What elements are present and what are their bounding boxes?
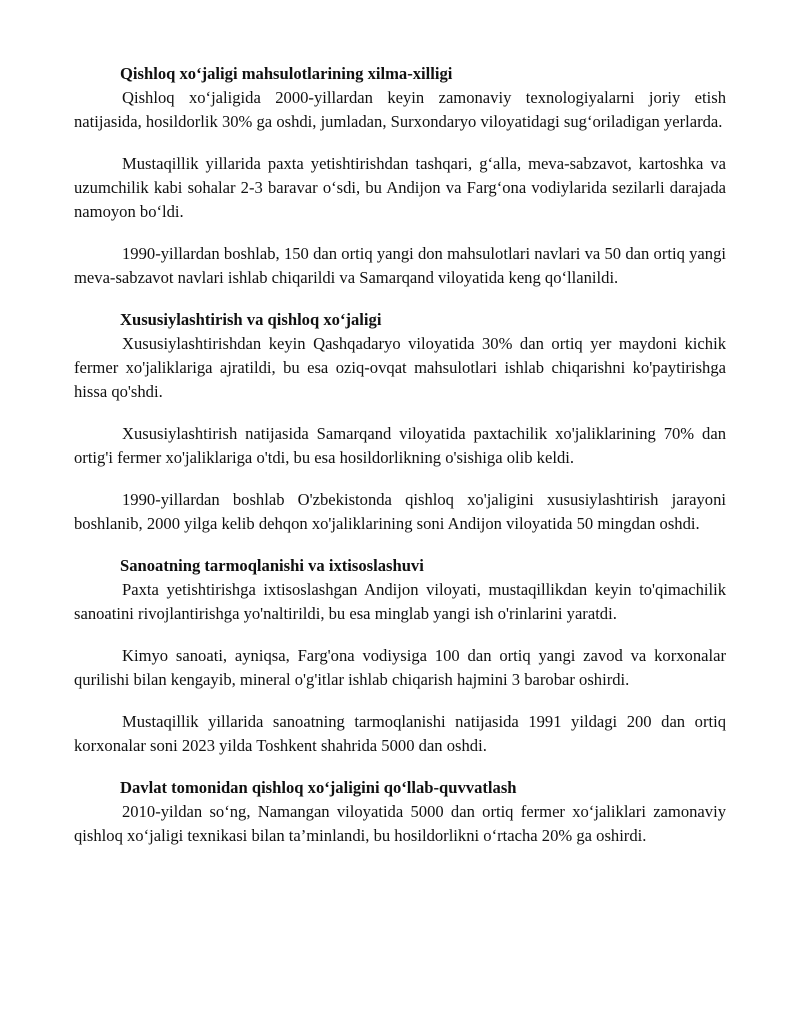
section-industry-specialization <box>74 554 726 758</box>
paragraph: 1990-yillardan boshlab O'zbekistonda qishloq xo'jaligini xususiylashtirish jarayoni boshlanib, 2000 yilga kelib dehqon xo'jaliklarining soni Andijon viloyatida 50 mingdan oshdi. <box>74 490 726 533</box>
paragraph: Kimyo sanoati, ayniqsa, Farg'ona vodiysiga 100 dan ortiq yangi zavod va korxonalar qurilishi bilan kengayib, mineral o'g'itlar ishlab chiqarish hajmini 3 barobar oshirdi. <box>74 646 726 689</box>
section-heading: Qishloq xo‘jaligi mahsulotlarining xilma-xilligi <box>120 64 453 83</box>
section-heading: Xususiylashtirish va qishloq xo‘jaligi <box>120 310 382 329</box>
paragraph: Paxta yetishtirishga ixtisoslashgan Andijon viloyati, mustaqillikdan keyin to'qimachilik sanoatini rivojlantirishga yo'naltirildi, bu esa minglab yangi ish o'rinlarini yaratdi. <box>74 580 726 623</box>
paragraph: Qishloq xo‘jaligida 2000-yillardan keyin zamonaviy texnologiyalarni joriy etish natijasida, hosildorlik 30% ga oshdi, jumladan, Surxondaryo viloyatidagi sug‘oriladigan yerlarda. <box>74 88 726 131</box>
section-privatization <box>74 308 726 536</box>
paragraph: 1990-yillardan boshlab, 150 dan ortiq yangi don mahsulotlari navlari va 50 dan ortiq yangi meva-sabzavot navlari ishlab chiqarildi va Samarqand viloyatida keng qo‘llanildi. <box>74 244 726 287</box>
paragraph: 2010-yildan so‘ng, Namangan viloyatida 5000 dan ortiq fermer xo‘jaliklari zamonaviy qishloq xo‘jaligi texnikasi bilan ta’minlandi, bu hosildorlikni o‘rtacha 20% ga oshirdi. <box>74 802 726 845</box>
paragraph: Mustaqillik yillarida paxta yetishtirishdan tashqari, g‘alla, meva-sabzavot, kartoshka va uzumchilik kabi sohalar 2-3 baravar o‘sdi, bu Andijon va Farg‘ona vodiylarida sezilarli darajada namoyon bo‘ldi. <box>74 154 726 221</box>
section-heading: Sanoatning tarmoqlanishi va ixtisoslashuvi <box>120 556 424 575</box>
section-heading: Davlat tomonidan qishloq xo‘jaligini qo‘llab-quvvatlash <box>120 778 517 797</box>
section-state-support <box>74 776 726 848</box>
document-page <box>74 62 726 866</box>
paragraph: Mustaqillik yillarida sanoatning tarmoqlanishi natijasida 1991 yildagi 200 dan ortiq korxonalar soni 2023 yilda Toshkent shahrida 5000 dan oshdi. <box>74 712 726 755</box>
paragraph: Xususiylashtirishdan keyin Qashqadaryo viloyatida 30% dan ortiq yer maydoni kichik fermer xo'jaliklariga ajratildi, bu esa oziq-ovqat mahsulotlari ishlab chiqarishni ko'paytirishga hissa qo'shdi. <box>74 334 726 401</box>
paragraph: Xususiylashtirish natijasida Samarqand viloyatida paxtachilik xo'jaliklarining 70% dan ortig'i fermer xo'jaliklariga o'tdi, bu esa hosildorlikning o'sishiga olib keldi. <box>74 424 726 467</box>
section-agriculture-diversity <box>74 62 726 290</box>
